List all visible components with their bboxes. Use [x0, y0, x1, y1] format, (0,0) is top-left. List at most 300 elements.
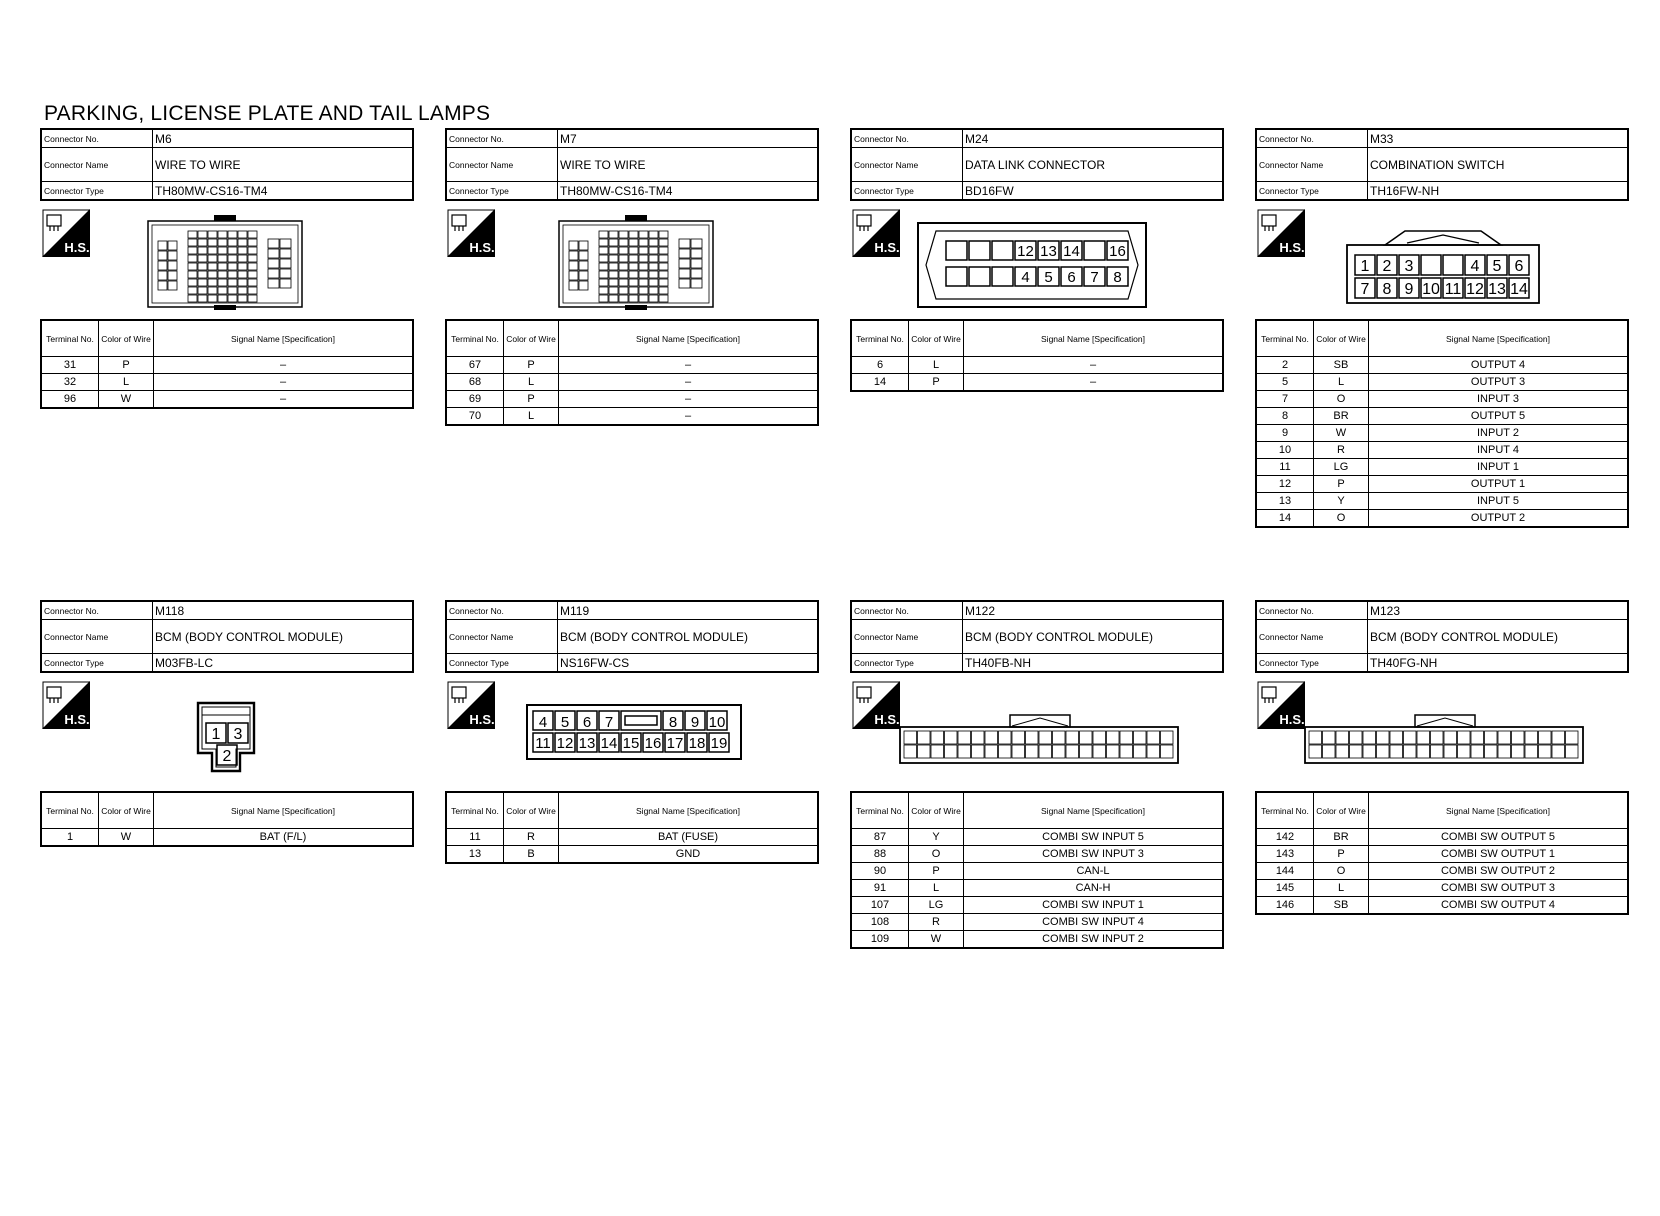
svg-text:16: 16	[644, 735, 662, 752]
svg-text:2: 2	[222, 748, 232, 765]
cavity	[1120, 745, 1133, 758]
connector-face	[445, 201, 819, 319]
cavity	[1350, 745, 1363, 758]
cell-terminal: 145	[1256, 880, 1314, 897]
cavity	[679, 249, 690, 258]
cavity	[918, 745, 931, 758]
cavity	[1390, 731, 1403, 744]
connector-type: TH40FG-NH	[1368, 654, 1629, 673]
cavity	[569, 241, 578, 250]
header-label: Connector No.	[1256, 129, 1368, 148]
cavity	[228, 255, 237, 262]
cell-wire-color: R	[1314, 442, 1369, 459]
cavity	[1093, 731, 1106, 744]
ns16-bottom-pin	[599, 733, 619, 752]
col-color-of-wire: Color of Wire	[99, 792, 154, 829]
cavity	[268, 279, 279, 288]
cs-bottom-pin	[1465, 278, 1485, 298]
cavity	[1485, 745, 1498, 758]
cavity	[188, 247, 197, 254]
cavity	[931, 745, 944, 758]
table-row	[1256, 510, 1628, 528]
cell-terminal: 14	[1256, 510, 1314, 528]
connector-no: M7	[558, 129, 819, 148]
connector-name: DATA LINK CONNECTOR	[963, 148, 1224, 182]
cavity	[609, 247, 618, 254]
cavity	[579, 271, 588, 280]
cavity	[1350, 731, 1363, 744]
col-terminal-no: Terminal No.	[41, 792, 99, 829]
cell-wire-color: L	[1314, 374, 1369, 391]
cavity	[1053, 731, 1066, 744]
cavity	[198, 271, 207, 278]
bcm3-bottom-pin	[217, 745, 237, 765]
header-label: Connector Name	[41, 148, 153, 182]
connector-diagram	[1345, 223, 1541, 305]
hs-label: H.S.	[64, 240, 90, 255]
cavity	[1552, 731, 1565, 744]
cavity	[649, 295, 658, 302]
cavity	[218, 231, 227, 238]
svg-text:4: 4	[538, 714, 548, 731]
connector-face	[445, 673, 819, 791]
svg-text:12: 12	[556, 735, 574, 752]
cavity	[208, 247, 217, 254]
cavity	[1485, 731, 1498, 744]
connector-type: BD16FW	[963, 182, 1224, 201]
col-signal-name: Signal Name [Specification]	[154, 320, 414, 357]
cavity	[1363, 745, 1376, 758]
table-row	[446, 357, 818, 374]
cavity	[579, 261, 588, 270]
cavity	[1107, 745, 1120, 758]
cavity	[208, 255, 217, 262]
col-signal-name: Signal Name [Specification]	[1369, 320, 1629, 357]
svg-text:3: 3	[233, 726, 243, 743]
table-row	[41, 829, 413, 847]
col-color-of-wire: Color of Wire	[1314, 792, 1369, 829]
ns16-bottom-pin	[555, 733, 575, 752]
cell-wire-color: P	[99, 357, 154, 374]
connector-block	[1255, 600, 1629, 915]
col-terminal-no: Terminal No.	[1256, 320, 1314, 357]
cavity	[619, 231, 628, 238]
connector-diagram	[916, 221, 1148, 309]
col-signal-name: Signal Name [Specification]	[154, 792, 414, 829]
cell-signal: –	[154, 391, 414, 409]
table-row	[1256, 897, 1628, 915]
cell-wire-color: P	[909, 374, 964, 392]
connector-header	[1255, 128, 1629, 201]
svg-text:14: 14	[600, 735, 618, 752]
cavity	[198, 247, 207, 254]
cavity	[619, 287, 628, 294]
cell-terminal: 70	[446, 408, 504, 426]
col-color-of-wire: Color of Wire	[504, 792, 559, 829]
cell-signal: GND	[559, 846, 819, 864]
connector-type: TH40FB-NH	[963, 654, 1224, 673]
svg-text:6: 6	[582, 714, 592, 731]
cavity	[1309, 731, 1322, 744]
cavity	[679, 269, 690, 278]
cell-wire-color: W	[99, 391, 154, 409]
cell-terminal: 14	[851, 374, 909, 392]
cs-top-pin	[1443, 255, 1463, 275]
table-row	[446, 846, 818, 864]
hs-label: H.S.	[874, 712, 900, 727]
cavity	[238, 263, 247, 270]
svg-text:4: 4	[1021, 269, 1030, 286]
cavity	[198, 231, 207, 238]
svg-text:5: 5	[1044, 269, 1053, 286]
cavity	[659, 247, 668, 254]
cavity	[168, 241, 177, 250]
cell-signal: CAN-L	[964, 863, 1224, 880]
ns16-bottom-pin	[665, 733, 685, 752]
cavity	[599, 231, 608, 238]
cavity	[198, 263, 207, 270]
connector-face	[850, 201, 1224, 319]
cavity	[158, 261, 167, 270]
cavity	[248, 287, 257, 294]
cavity	[999, 731, 1012, 744]
page-title: PARKING, LICENSE PLATE AND TAIL LAMPS	[44, 102, 491, 125]
terminal-table	[445, 319, 819, 426]
cavity	[1566, 745, 1579, 758]
cs-top-pin	[1355, 255, 1375, 275]
cavity	[228, 287, 237, 294]
cs-top-pin	[1465, 255, 1485, 275]
cavity	[649, 271, 658, 278]
svg-text:14: 14	[1510, 281, 1528, 298]
cavity	[1471, 731, 1484, 744]
cavity	[569, 251, 578, 260]
header-label: Connector Name	[1256, 148, 1368, 182]
col-color-of-wire: Color of Wire	[99, 320, 154, 357]
col-signal-name: Signal Name [Specification]	[964, 792, 1224, 829]
cell-terminal: 32	[41, 374, 99, 391]
cell-signal: CAN-H	[964, 880, 1224, 897]
cavity	[1039, 731, 1052, 744]
cavity	[599, 247, 608, 254]
svg-text:10: 10	[1422, 281, 1440, 298]
cell-signal: INPUT 4	[1369, 442, 1629, 459]
col-signal-name: Signal Name [Specification]	[1369, 792, 1629, 829]
connector-diagram	[1303, 711, 1585, 765]
cell-wire-color: W	[99, 829, 154, 847]
cavity	[158, 251, 167, 260]
dlc-top-pin	[992, 241, 1013, 260]
cavity	[599, 271, 608, 278]
cavity	[649, 247, 658, 254]
header-label: Connector No.	[851, 129, 963, 148]
cavity	[218, 255, 227, 262]
cs-bottom-pin	[1377, 278, 1397, 298]
header-label: Connector Type	[446, 182, 558, 201]
connector-block	[40, 600, 414, 847]
cavity	[168, 281, 177, 290]
col-terminal-no: Terminal No.	[851, 320, 909, 357]
header-label: Connector No.	[851, 601, 963, 620]
col-signal-name: Signal Name [Specification]	[559, 792, 819, 829]
connector-diagram	[196, 701, 256, 773]
cavity	[1377, 731, 1390, 744]
cell-wire-color: B	[504, 846, 559, 864]
cavity	[679, 259, 690, 268]
table-row	[1256, 442, 1628, 459]
cavity	[679, 239, 690, 248]
cavity	[579, 281, 588, 290]
svg-text:19: 19	[710, 735, 728, 752]
cell-signal: –	[559, 357, 819, 374]
harness-side-icon	[42, 681, 90, 729]
connector-block	[850, 128, 1224, 392]
table-row	[41, 374, 413, 391]
cavity	[228, 231, 237, 238]
svg-text:5: 5	[1492, 258, 1502, 275]
cell-wire-color: P	[504, 391, 559, 408]
cavity	[1053, 745, 1066, 758]
cavity	[609, 231, 618, 238]
ns16-bottom-pin	[533, 733, 553, 752]
cavity	[629, 255, 638, 262]
harness-side-badge	[1257, 209, 1305, 257]
cell-terminal: 5	[1256, 374, 1314, 391]
harness-side-icon	[852, 209, 900, 257]
cs-bottom-pin	[1487, 278, 1507, 298]
header-label: Connector Name	[851, 620, 963, 654]
cavity	[639, 231, 648, 238]
cavity	[1444, 745, 1457, 758]
cavity	[649, 279, 658, 286]
cell-wire-color: O	[909, 846, 964, 863]
cavity	[659, 295, 668, 302]
hs-label: H.S.	[469, 712, 495, 727]
harness-side-badge	[1257, 681, 1305, 729]
cavity	[228, 271, 237, 278]
cavity	[639, 255, 648, 262]
cavity	[198, 255, 207, 262]
cavity	[629, 295, 638, 302]
col-terminal-no: Terminal No.	[851, 792, 909, 829]
ns16-top	[533, 711, 727, 731]
cell-terminal: 69	[446, 391, 504, 408]
cell-terminal: 108	[851, 914, 909, 931]
table-row	[1256, 374, 1628, 391]
cavity	[158, 241, 167, 250]
cell-signal: COMBI SW INPUT 3	[964, 846, 1224, 863]
cavity	[1026, 745, 1039, 758]
cavity	[208, 271, 217, 278]
cavity	[619, 263, 628, 270]
cavity	[1309, 745, 1322, 758]
cs-bottom-pin	[1421, 278, 1441, 298]
table-row	[851, 897, 1223, 914]
hs-label: H.S.	[1279, 712, 1305, 727]
cavity	[188, 231, 197, 238]
cell-terminal: 88	[851, 846, 909, 863]
cavity	[1107, 731, 1120, 744]
cavity	[619, 295, 628, 302]
cavity	[1552, 745, 1565, 758]
table-row	[1256, 391, 1628, 408]
cavity	[958, 745, 971, 758]
terminal-table	[1255, 319, 1629, 528]
harness-side-icon	[447, 209, 495, 257]
cavity	[238, 271, 247, 278]
dlc-bottom-pin	[992, 267, 1013, 286]
cavity	[188, 255, 197, 262]
connector-diagram	[525, 703, 743, 761]
cavity	[208, 231, 217, 238]
cell-wire-color: R	[909, 914, 964, 931]
cavity	[1134, 731, 1147, 744]
cavity	[218, 287, 227, 294]
cs-bottom-pin	[1443, 278, 1463, 298]
connector-face	[1255, 201, 1629, 319]
col-signal-name: Signal Name [Specification]	[559, 320, 819, 357]
connector-face	[850, 673, 1224, 791]
cavity	[280, 239, 291, 248]
cell-terminal: 1	[41, 829, 99, 847]
cavity	[248, 247, 257, 254]
svg-text:6: 6	[1067, 269, 1076, 286]
connector-no: M122	[963, 601, 1224, 620]
cavity	[248, 271, 257, 278]
cavity	[1431, 731, 1444, 744]
cell-signal: –	[559, 408, 819, 426]
cs-top-pin	[1487, 255, 1507, 275]
cavity	[579, 251, 588, 260]
cavity	[629, 247, 638, 254]
ns16-bottom-pin	[621, 733, 641, 752]
svg-text:8: 8	[1113, 269, 1122, 286]
cell-wire-color: P	[1314, 846, 1369, 863]
cavity	[609, 271, 618, 278]
cs-bottom-pin	[1355, 278, 1375, 298]
cavity	[218, 247, 227, 254]
cavity	[1147, 731, 1160, 744]
cavity	[1498, 745, 1511, 758]
cavity	[238, 295, 247, 302]
hs-label: H.S.	[469, 240, 495, 255]
table-row	[1256, 863, 1628, 880]
cavity	[599, 239, 608, 246]
cavity	[639, 295, 648, 302]
cell-wire-color: P	[1314, 476, 1369, 493]
cavity	[629, 239, 638, 246]
cavity	[198, 279, 207, 286]
harness-side-icon	[42, 209, 90, 257]
connector-name: WIRE TO WIRE	[153, 148, 414, 182]
connector-header	[850, 600, 1224, 673]
table-row	[1256, 846, 1628, 863]
cavity	[168, 251, 177, 260]
cavity	[659, 263, 668, 270]
cavity	[218, 239, 227, 246]
dlc-bottom-pin	[1038, 267, 1059, 286]
ns16-bottom-pin	[577, 733, 597, 752]
connector-face	[1255, 673, 1629, 791]
connector-header	[40, 128, 414, 201]
cavity	[280, 269, 291, 278]
dlc-bottom-pin	[1061, 267, 1082, 286]
cs-bottom-pin	[1399, 278, 1419, 298]
connector-face	[40, 201, 414, 319]
cavity	[1147, 745, 1160, 758]
cell-signal: OUTPUT 5	[1369, 408, 1629, 425]
svg-text:17: 17	[666, 735, 684, 752]
header-label: Connector Name	[41, 620, 153, 654]
harness-side-badge	[42, 209, 90, 257]
cavity	[1093, 745, 1106, 758]
cell-signal: COMBI SW OUTPUT 4	[1369, 897, 1629, 915]
cavity	[599, 295, 608, 302]
cs-top-pin	[1421, 255, 1441, 275]
connector-no: M123	[1368, 601, 1629, 620]
table-row	[1256, 459, 1628, 476]
cavity	[268, 239, 279, 248]
cavity	[188, 271, 197, 278]
connector-name: BCM (BODY CONTROL MODULE)	[1368, 620, 1629, 654]
svg-text:2: 2	[1382, 258, 1392, 275]
cavity	[1498, 731, 1511, 744]
table-row	[446, 829, 818, 846]
svg-text:5: 5	[560, 714, 570, 731]
connector-header	[40, 600, 414, 673]
cavity	[1080, 731, 1093, 744]
col-color-of-wire: Color of Wire	[504, 320, 559, 357]
cavity	[1539, 731, 1552, 744]
cell-wire-color: BR	[1314, 829, 1369, 846]
cavity	[228, 295, 237, 302]
harness-side-badge	[447, 681, 495, 729]
cavity	[649, 287, 658, 294]
svg-text:16: 16	[1109, 243, 1126, 260]
cavity	[238, 279, 247, 286]
cavity	[1458, 731, 1471, 744]
svg-text:15: 15	[622, 735, 640, 752]
connector-header	[445, 600, 819, 673]
cavity	[1161, 745, 1174, 758]
cavity	[599, 263, 608, 270]
dlc-top-pin	[1084, 241, 1105, 260]
cavity	[1539, 745, 1552, 758]
cavity	[1417, 731, 1430, 744]
cavity	[248, 263, 257, 270]
dlc-top-pin	[1107, 241, 1128, 260]
harness-side-icon	[447, 681, 495, 729]
cell-signal: –	[559, 374, 819, 391]
cell-signal: INPUT 1	[1369, 459, 1629, 476]
header-label: Connector Type	[41, 182, 153, 201]
harness-side-icon	[852, 681, 900, 729]
cell-wire-color: L	[909, 880, 964, 897]
cavity	[629, 287, 638, 294]
cavity	[188, 295, 197, 302]
table-row	[41, 357, 413, 374]
connector-type: TH16FW-NH	[1368, 182, 1629, 201]
cavity	[248, 231, 257, 238]
cell-signal: INPUT 3	[1369, 391, 1629, 408]
cell-terminal: 107	[851, 897, 909, 914]
cell-wire-color: W	[909, 931, 964, 949]
svg-text:1: 1	[211, 726, 221, 743]
table-row	[1256, 357, 1628, 374]
cavity	[691, 259, 702, 268]
header-label: Connector No.	[1256, 601, 1368, 620]
cell-terminal: 146	[1256, 897, 1314, 915]
